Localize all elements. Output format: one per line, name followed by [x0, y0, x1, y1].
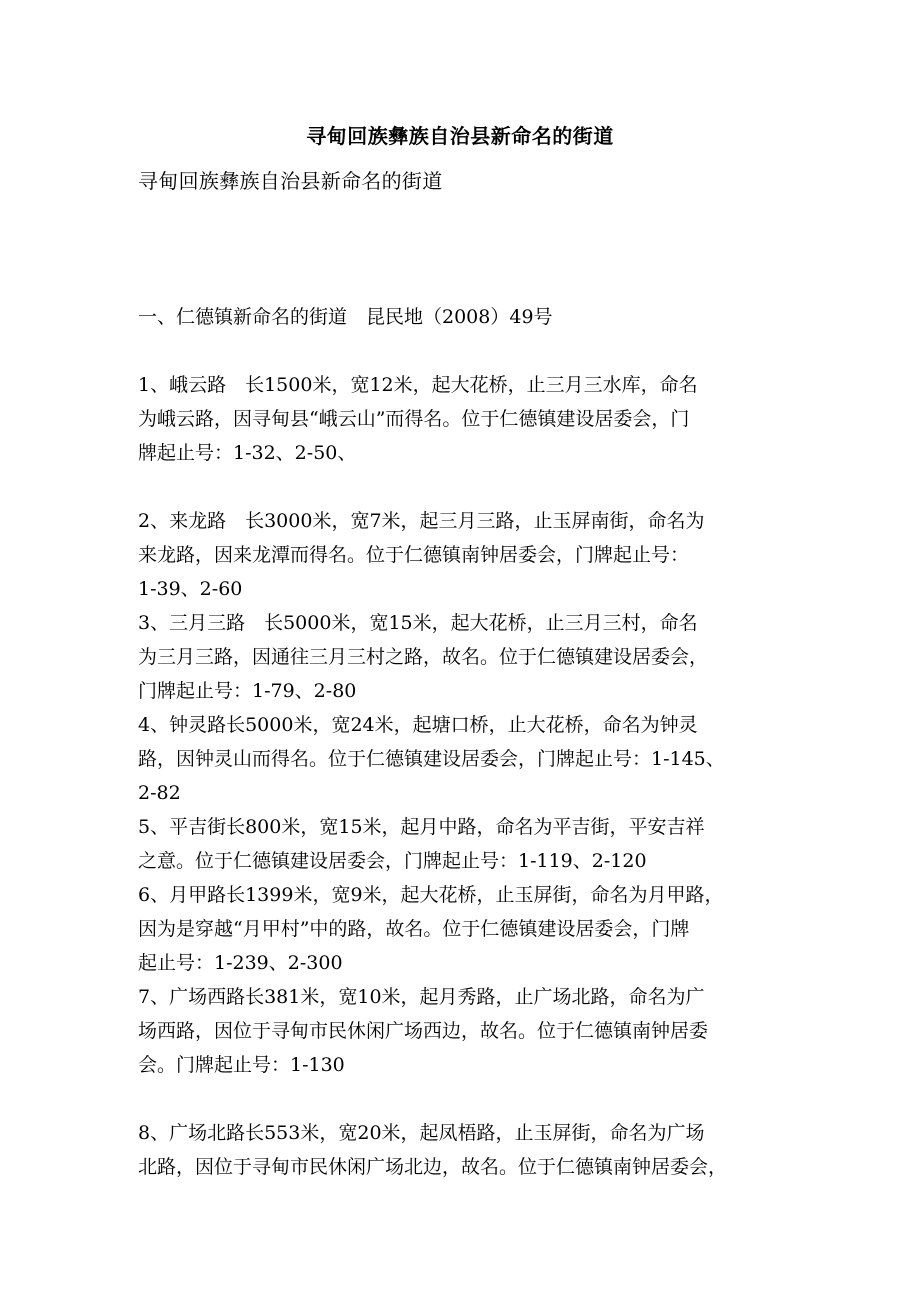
entry-line: 为三月三路，因通往三月三村之路，故名。位于仁德镇建设居委会，: [138, 646, 709, 668]
entry-paragraph: [138, 504, 790, 606]
entry-7: [138, 980, 790, 1082]
section-heading: 一、仁德镇新命名的街道 昆民地（2008）49号: [138, 306, 553, 328]
entry-line: 7、广场西路长381米，宽10米，起月秀路，止广场北路，命名为广: [138, 986, 705, 1008]
entry-8: [138, 1116, 790, 1184]
entry-2: [138, 504, 790, 606]
entry-3: [138, 606, 790, 708]
entry-line: 5、平吉街长800米，宽15米，起月中路，命名为平吉街，平安吉祥: [138, 816, 705, 838]
entry-line: 牌起止号：1-32、2-50、: [138, 442, 357, 464]
entry-line: 2、来龙路 长3000米，宽7米，起三月三路，止玉屏南街，命名为: [138, 510, 705, 532]
entry-4: [138, 708, 790, 810]
entry-6: [138, 878, 790, 980]
entry-line: 因为是穿越“月甲村”中的路，故名。位于仁德镇建设居委会，门牌: [138, 918, 690, 940]
entry-line: 之意。位于仁德镇建设居委会，门牌起止号：1-119、2-120: [138, 850, 647, 872]
entry-line: 门牌起止号：1-79、2-80: [138, 680, 357, 702]
entry-paragraph: [138, 708, 790, 810]
entry-paragraph: [138, 1116, 790, 1184]
entry-paragraph: [138, 810, 790, 878]
entry-line: 会。门牌起止号：1-130: [138, 1054, 345, 1076]
entry-paragraph: [138, 368, 790, 470]
entry-5: [138, 810, 790, 878]
entry-line: 路，因钟灵山而得名。位于仁德镇建设居委会，门牌起止号：1-145、: [138, 748, 725, 770]
entry-line: 2-82: [138, 782, 181, 804]
document-subtitle: 寻甸回族彝族自治县新命名的街道: [138, 169, 443, 193]
entry-line: 为峨云路，因寻甸县“峨云山”而得名。位于仁德镇建设居委会，门: [138, 408, 690, 430]
entry-line: 1-39、2-60: [138, 578, 243, 600]
entry-paragraph: [138, 980, 790, 1082]
entry-paragraph: [138, 606, 790, 708]
entry-line: 起止号：1-239、2-300: [138, 952, 343, 974]
entry-1: [138, 368, 790, 470]
entry-line: 6、月甲路长1399米，宽9米，起大花桥，止玉屏街，命名为月甲路，: [138, 884, 724, 906]
entry-line: 8、广场北路长553米，宽20米，起凤梧路，止玉屏街，命名为广场: [138, 1122, 705, 1144]
document-title: 寻甸回族彝族自治县新命名的街道: [306, 124, 614, 148]
entry-line: 来龙路，因来龙潭而得名。位于仁德镇南钟居委会，门牌起止号：: [138, 544, 690, 566]
entry-line: 场西路，因位于寻甸市民休闲广场西边，故名。位于仁德镇南钟居委: [138, 1020, 709, 1042]
entry-line: 1、峨云路 长1500米，宽12米，起大花桥，止三月三水库，命名: [138, 374, 698, 396]
entry-line: 3、三月三路 长5000米，宽15米，起大花桥，止三月三村，命名: [138, 612, 698, 634]
entry-line: 4、钟灵路长5000米，宽24米，起塘口桥，止大花桥，命名为钟灵: [138, 714, 698, 736]
entry-line: 北路，因位于寻甸市民休闲广场北边，故名。位于仁德镇南钟居委会，: [138, 1156, 728, 1178]
entry-paragraph: [138, 878, 790, 980]
